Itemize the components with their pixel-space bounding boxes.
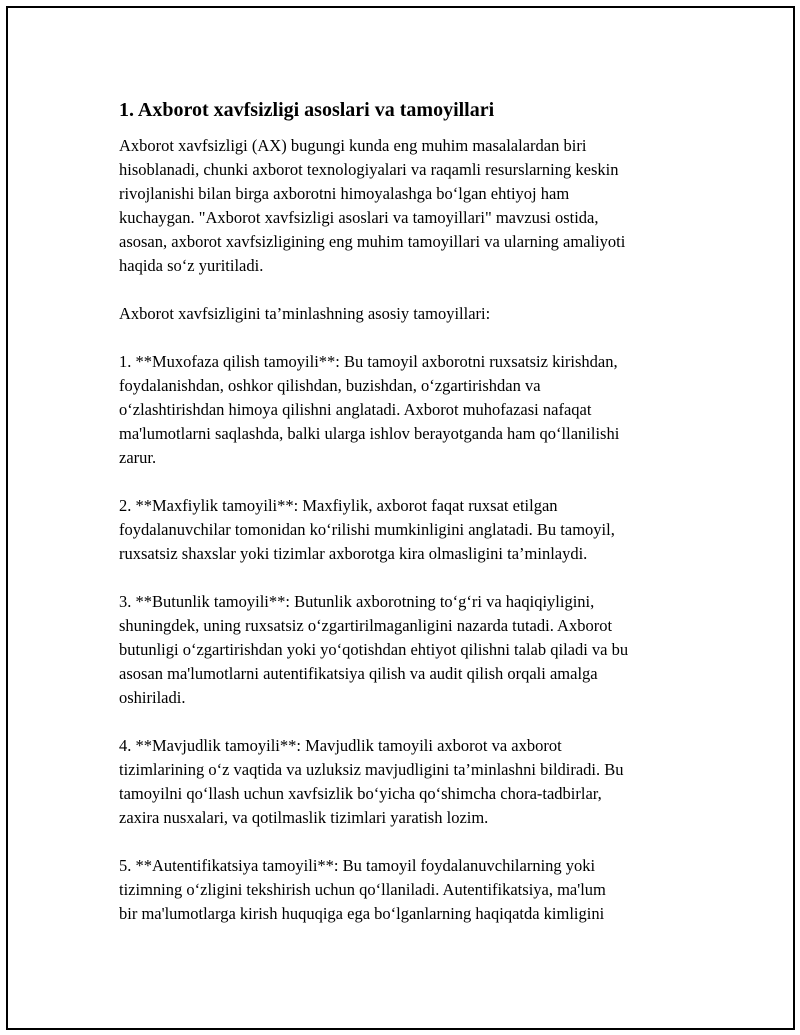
- text-line: Axborot xavfsizligini ta’minlashning asosiy tamoyillari:: [119, 304, 491, 323]
- paragraph-list: [119, 134, 699, 926]
- text-line: ruxsatsiz shaxslar yoki tizimlar axborotga kira olmasligini ta’minlaydi.: [119, 544, 588, 563]
- section-title: 1. Axborot xavfsizligi asoslari va tamoyillari: [119, 99, 495, 121]
- text-line: tizimlarining o‘z vaqtida va uzluksiz mavjudligini ta’minlashni bildiradi. Bu: [119, 760, 624, 779]
- text-line: rivojlanishi bilan birga axborotni himoyalashga bo‘lgan ehtiyoj ham: [119, 184, 570, 203]
- paragraph: [119, 494, 699, 566]
- text-line: shuningdek, uning ruxsatsiz o‘zgartirilmaganligini nazarda tutadi. Axborot: [119, 616, 613, 635]
- document-body: [119, 96, 699, 950]
- text-line: 4. **Mavjudlik tamoyili**: Mavjudlik tamoyili axborot va axborot: [119, 736, 562, 755]
- paragraph: [119, 350, 699, 470]
- text-line: tizimning o‘zligini tekshirish uchun qo‘llaniladi. Autentifikatsiya, ma'lum: [119, 880, 606, 899]
- paragraph: [119, 734, 699, 830]
- text-line: asosan ma'lumotlarni autentifikatsiya qilish va audit qilish orqali amalga: [119, 664, 598, 683]
- paragraph: [119, 134, 699, 278]
- text-line: 5. **Autentifikatsiya tamoyili**: Bu tamoyil foydalanuvchilarning yoki: [119, 856, 596, 875]
- text-line: kuchaygan. "Axborot xavfsizligi asoslari va tamoyillari" mavzusi ostida,: [119, 208, 599, 227]
- paragraph: [119, 590, 699, 710]
- text-line: zaxira nusxalari, va qotilmaslik tizimlari yaratish lozim.: [119, 808, 489, 827]
- document-page: [6, 6, 795, 1030]
- text-line: bir ma'lumotlarga kirish huquqiga ega bo‘lganlarning haqiqatda kimligini: [119, 904, 605, 923]
- text-line: foydalanishdan, oshkor qilishdan, buzishdan, o‘zgartirishdan va: [119, 376, 541, 395]
- text-line: 2. **Maxfiylik tamoyili**: Maxfiylik, axborot faqat ruxsat etilgan: [119, 496, 558, 515]
- text-line: o‘zlashtirishdan himoya qilishni anglatadi. Axborot muhofazasi nafaqat: [119, 400, 592, 419]
- text-line: 3. **Butunlik tamoyili**: Butunlik axborotning to‘g‘ri va haqiqiyligini,: [119, 592, 595, 611]
- text-line: tamoyilni qo‘llash uchun xavfsizlik bo‘yicha qo‘shimcha chora-tadbirlar,: [119, 784, 602, 803]
- text-line: haqida so‘z yuritiladi.: [119, 256, 264, 275]
- text-line: foydalanuvchilar tomonidan ko‘rilishi mumkinligini anglatadi. Bu tamoyil,: [119, 520, 615, 539]
- text-line: hisoblanadi, chunki axborot texnologiyalari va raqamli resurslarning keskin: [119, 160, 619, 179]
- text-line: butunligi o‘zgartirishdan yoki yo‘qotishdan ehtiyot qilishni talab qiladi va bu: [119, 640, 629, 659]
- text-line: 1. **Muxofaza qilish tamoyili**: Bu tamoyil axborotni ruxsatsiz kirishdan,: [119, 352, 618, 371]
- text-line: ma'lumotlarni saqlashda, balki ularga ishlov berayotganda ham qo‘llanilishi: [119, 424, 620, 443]
- paragraph: [119, 854, 699, 926]
- text-line: oshiriladi.: [119, 688, 186, 707]
- text-line: zarur.: [119, 448, 157, 467]
- text-line: asosan, axborot xavfsizligining eng muhim tamoyillari va ularning amaliyoti: [119, 232, 626, 251]
- text-line: Axborot xavfsizligi (AX) bugungi kunda eng muhim masalalardan biri: [119, 136, 587, 155]
- paragraph: [119, 302, 699, 326]
